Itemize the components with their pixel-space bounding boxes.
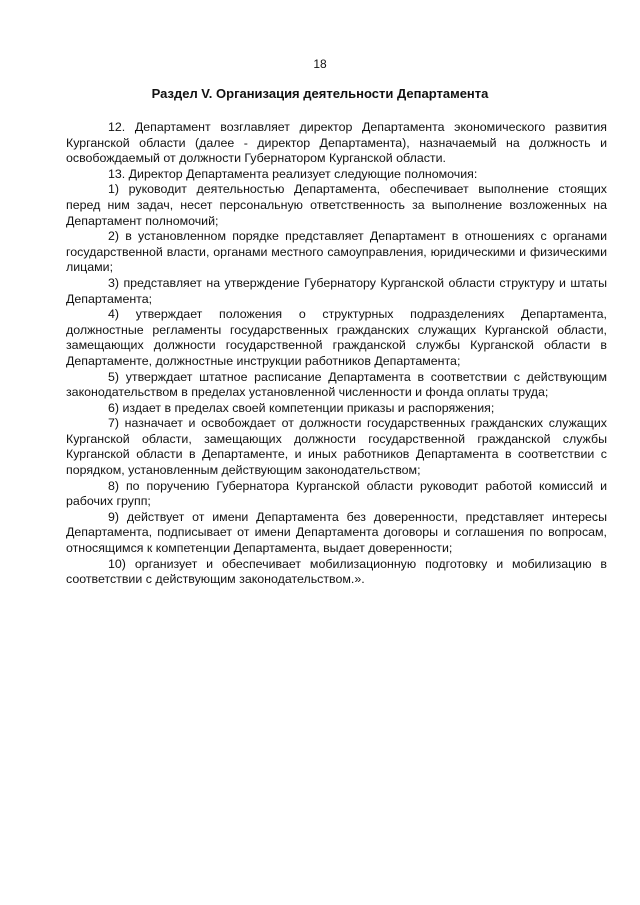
page-number: 18 [313, 57, 327, 71]
paragraph: 12. Департамент возглавляет директор Департамента экономического развития Курганской области (далее - директор Департамента), назначаемый на должность и освобождаемый от должности Губернатором Курганской области. [66, 120, 607, 166]
paragraph: 6) издает в пределах своей компетенции приказы и распоряжения; [108, 400, 495, 415]
paragraph: 2) в установленном порядке представляет Департамент в отношениях с органами государственной власти, органами местного самоуправления, юридическими и физическими лицами; [66, 229, 607, 275]
document-body [66, 120, 607, 588]
section-title: Раздел V. Организация деятельности Департамента [151, 86, 489, 101]
paragraph: 4) утверждает положения о структурных подразделениях Департамента, должностные регламенты государственных гражданских служащих Курганской области, замещающих должности государственной гражданской службы Курганской области в Департаменте, должностные инструкции работников Департамента; [66, 307, 607, 368]
paragraph: 10) организует и обеспечивает мобилизационную подготовку и мобилизацию в соответствии с действующим законодательством.». [66, 556, 607, 587]
paragraph: 13. Директор Департамента реализует следующие полномочия: [108, 166, 478, 181]
paragraph: 5) утверждает штатное расписание Департамента в соответствии с действующим законодательством в пределах установленной численности и фонда оплаты труда; [66, 369, 607, 400]
paragraph: 1) руководит деятельностью Департамента, обеспечивает выполнение стоящих перед ним задач, несет персональную ответственность за выполнение возложенных на Департамент полномочий; [66, 182, 607, 228]
paragraph: 8) по поручению Губернатора Курганской области руководит работой комиссий и рабочих групп; [66, 478, 607, 509]
paragraph: 3) представляет на утверждение Губернатору Курганской области структуру и штаты Департамента; [66, 275, 607, 306]
paragraph: 9) действует от имени Департамента без доверенности, представляет интересы Департамента, подписывает от имени Департамента договоры и соглашения по вопросам, относящимся к компетенции Департамента, выдает доверенности; [66, 509, 607, 556]
paragraph: 7) назначает и освобождает от должности государственных гражданских служащих Курганской области, замещающих должности государственной гражданской службы Курганской области в Департаменте, и иных работников Департамента в соответствии с порядком, установленным действующим законодательством; [66, 416, 607, 478]
